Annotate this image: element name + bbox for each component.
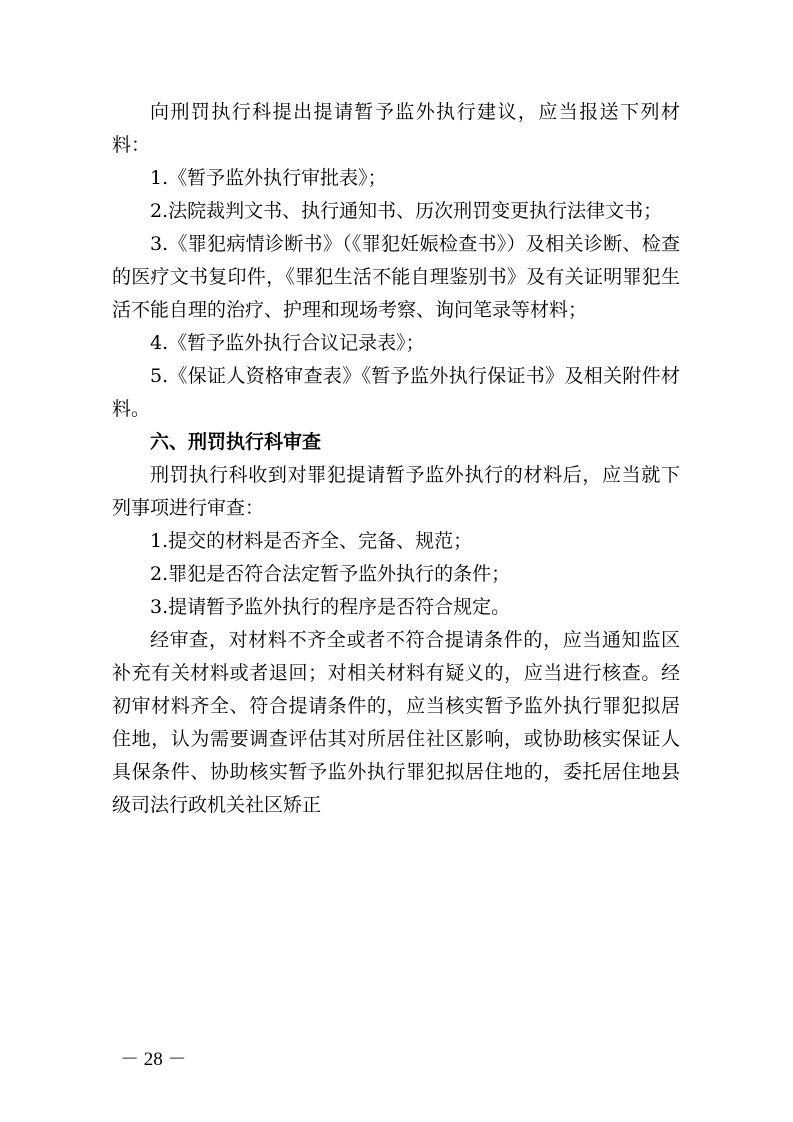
review-item-3: 3.提请暂予监外执行的程序是否符合规定。 xyxy=(150,596,511,618)
review-item-2: 2.罪犯是否符合法定暂予监外执行的条件； xyxy=(150,563,511,585)
list-item-1: 1.《暂予监外执行审批表》； xyxy=(150,167,387,189)
document-body xyxy=(112,96,680,822)
section-paragraph-conclusion: 经审查，对材料不齐全或者不符合提请条件的，应当通知监区补充有关材料或者退回；对相关材料有疑义的，应当进行核查。经初审材料齐全、符合提请条件的，应当核实暂予监外执行罪犯拟居住地，认为需要调查评估其对所居住社区影响，或协助核实保证人具保条件、协助核实暂予监外执行罪犯拟居住地的，委托居住地县级司法行政机关社区矫正 xyxy=(112,629,680,816)
review-item-1: 1.提交的材料是否齐全、完备、规范； xyxy=(150,530,473,552)
list-item-3: 3.《罪犯病情诊断书》（《罪犯妊娠检查书》）及相关诊断、检查的医疗文书复印件，《罪犯生活不能自理鉴别书》及有关证明罪犯生活不能自理的治疗、护理和现场考察、询问笔录等材料； xyxy=(112,233,680,321)
list-item-4: 4.《暂予监外执行合议记录表》； xyxy=(150,332,425,354)
page-number: － 28 － xyxy=(120,1049,187,1070)
list-item-5: 5.《保证人资格审查表》《暂予监外执行保证书》及相关附件材料。 xyxy=(112,365,680,420)
list-item-2: 2.法院裁判文书、执行通知书、历次刑罚变更执行法律文书； xyxy=(150,200,663,222)
section-heading: 六、刑罚执行科审查 xyxy=(150,431,322,453)
paragraph-intro: 向刑罚执行科提出提请暂予监外执行建议，应当报送下列材料： xyxy=(112,101,680,156)
section-paragraph-intro: 刑罚执行科收到对罪犯提请暂予监外执行的材料后，应当就下列事项进行审查： xyxy=(112,464,680,519)
